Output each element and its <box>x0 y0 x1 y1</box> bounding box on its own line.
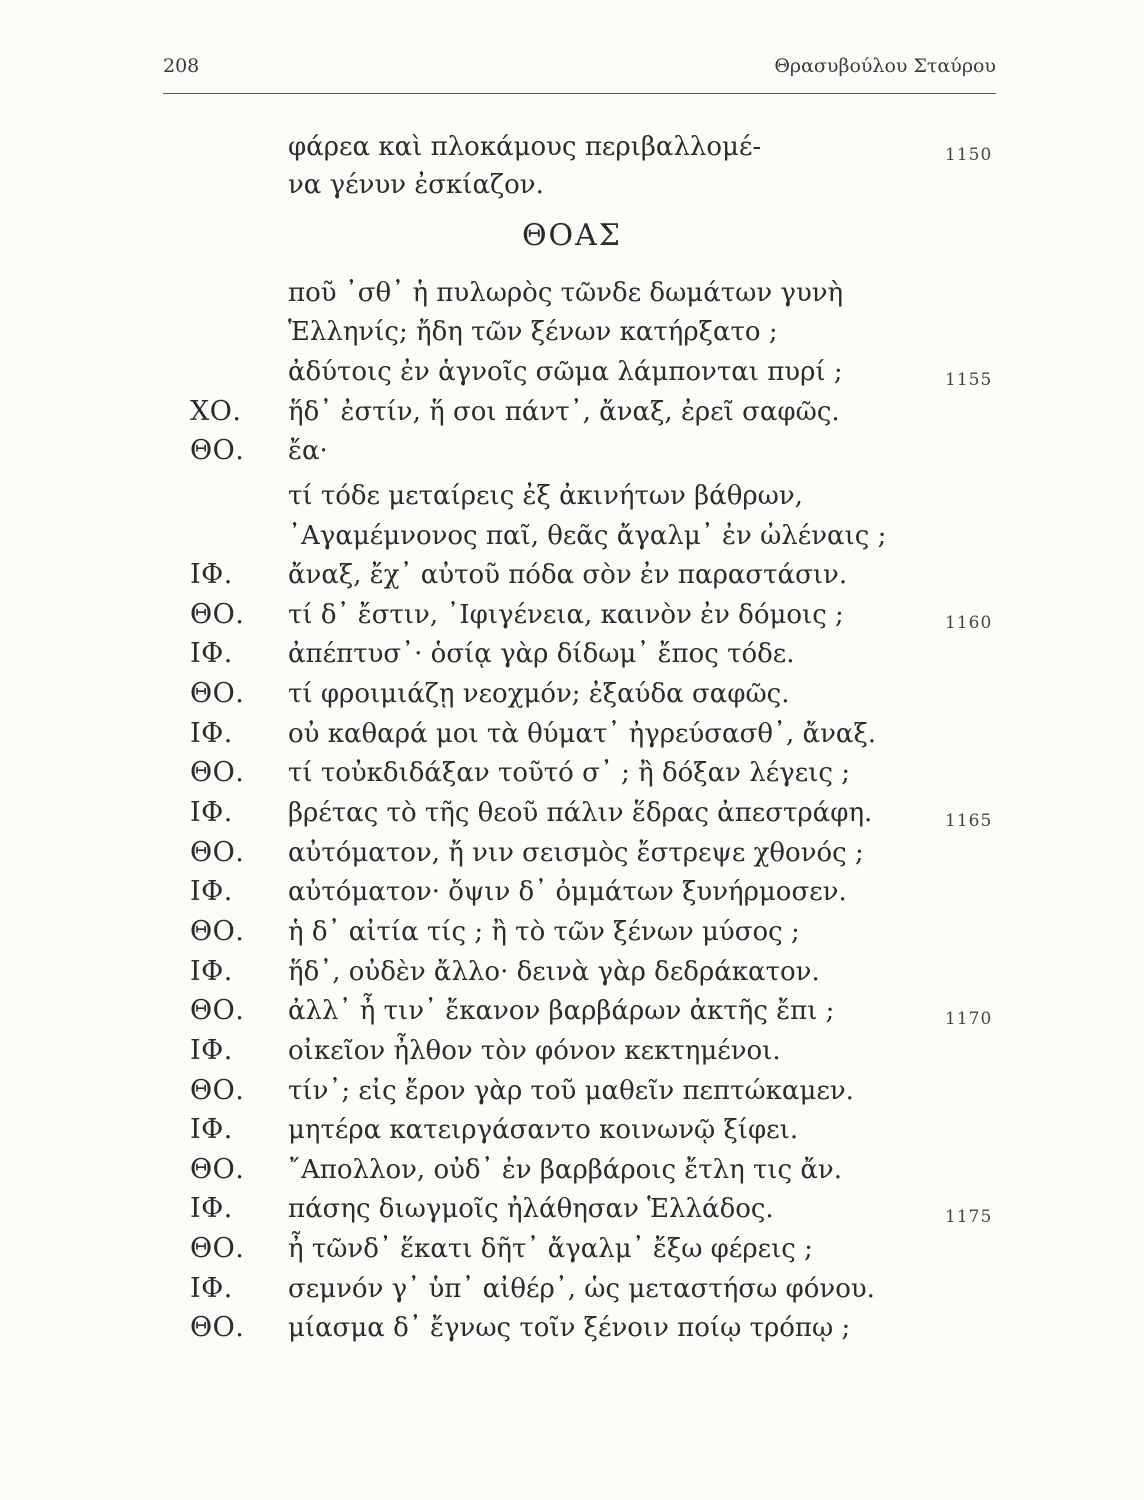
speaker-label: ΘΟ. <box>190 1154 245 1185</box>
speaker-label: ΙΦ. <box>190 956 233 987</box>
verse-line <box>0 392 1144 432</box>
verse-line <box>0 1071 1144 1111</box>
verse-line <box>0 991 1144 1031</box>
verse-line <box>0 793 1144 833</box>
verse-text: πάσης διωγμοῖς ἠλάθησαν Ἑλλάδος. <box>288 1194 774 1224</box>
verse-line <box>0 753 1144 793</box>
verse-text: να γένυν ἐσκίαζον. <box>288 170 544 200</box>
verse-text: τί δ᾽ ἔστιν, ᾽Ιφιγένεια, καινὸν ἐν δόμοις ; <box>288 600 844 630</box>
line-number: 1160 <box>945 613 993 633</box>
verse-text: μίασμα δ᾽ ἔγνως τοῖν ξένοιν ποίῳ τρόπῳ ; <box>288 1313 851 1343</box>
verse-text: ἡ δ᾽ αἰτία τίς ; ἢ τὸ τῶν ξένων μύσος ; <box>288 917 800 947</box>
verse-line <box>0 273 1144 313</box>
running-title: Θρασυβούλου Σταύρου <box>774 55 996 77</box>
speaker-label: ΙΦ. <box>190 718 233 749</box>
speaker-label: ΙΦ. <box>190 638 233 669</box>
speaker-label: ΘΟ. <box>190 1312 245 1343</box>
verse-line <box>0 714 1144 754</box>
verse-text: οὐ καθαρά μοι τὰ θύματ᾽ ἠγρεύσασθ᾽, ἄναξ. <box>288 719 877 749</box>
verse-text: τίν᾽; εἰς ἔρον γὰρ τοῦ μαθεῖν πεπτώκαμεν. <box>288 1076 854 1106</box>
verse-text: αὐτόματον· ὄψιν δ᾽ ὀμμάτων ξυνήρμοσεν. <box>288 877 847 907</box>
verse-line <box>0 1229 1144 1269</box>
verse-line <box>0 1269 1144 1309</box>
speaker-label: ΘΟ. <box>190 916 245 947</box>
verse-text: ἀπέπτυσ᾽· ὁσίᾳ γὰρ δίδωμ᾽ ἔπος τόδε. <box>288 639 795 669</box>
speaker-label: ΙΦ. <box>190 559 233 590</box>
verse-text: ἦ τῶνδ᾽ ἕκατι δῆτ᾽ ἄγαλμ᾽ ἔξω φέρεις ; <box>288 1234 813 1264</box>
speaker-label: ΙΦ. <box>190 876 233 907</box>
line-number: 1155 <box>945 370 993 390</box>
line-number: 1170 <box>945 1009 993 1029</box>
verse-text: βρέτας τὸ τῆς θεοῦ πάλιν ἕδρας ἀπεστράφη. <box>288 798 873 828</box>
verse-text: οἰκεῖον ἦλθον τὸν φόνον κεκτημένοι. <box>288 1036 781 1066</box>
speaker-label: ΙΦ. <box>190 1035 233 1066</box>
verse-text: τί φροιμιάζῃ νεοχμόν; ἐξαύδα σαφῶς. <box>288 679 790 709</box>
verse-line <box>0 634 1144 674</box>
verse-text: ἥδ᾽, οὐδὲν ἄλλο· δεινὰ γὰρ δεδράκατον. <box>288 957 820 987</box>
verse-text: ποῦ ᾽σθ᾽ ἡ πυλωρὸς τῶνδε δωμάτων γυνὴ <box>288 278 844 308</box>
verse-line <box>0 555 1144 595</box>
verse-text: ἀδύτοις ἐν ἁγνοῖς σῶμα λάμπονται πυρί ; <box>288 357 843 387</box>
verse-line <box>0 312 1144 352</box>
verse-text: ἔα· <box>288 436 328 466</box>
verse-text: Ἑλληνίς; ἤδη τῶν ξένων κατήρξατο ; <box>288 317 778 347</box>
verse-text: ἄναξ, ἔχ᾽ αὐτοῦ πόδα σὸν ἐν παραστάσιν. <box>288 560 848 590</box>
verse-line <box>0 595 1144 635</box>
line-number: 1175 <box>945 1207 993 1227</box>
verse-text: αὐτόματον, ἤ νιν σεισμὸς ἔστρεψε χθονός ; <box>288 838 864 868</box>
speaker-label: ΙΦ. <box>190 1193 233 1224</box>
speaker-label: ΘΟ. <box>190 757 245 788</box>
verse-text: φάρεα καὶ πλοκάμους περιβαλλομέ- <box>288 132 762 162</box>
verse-line <box>0 872 1144 912</box>
character-heading: ΘΟΑΣ <box>521 218 623 253</box>
verse-line <box>0 516 1144 556</box>
speaker-label: ΘΟ. <box>190 1075 245 1106</box>
verse-line <box>0 1150 1144 1190</box>
verse-text: μητέρα κατειργάσαντο κοινωνῷ ξίφει. <box>288 1115 799 1145</box>
speaker-label: ΙΦ. <box>190 797 233 828</box>
verse-line <box>0 476 1144 516</box>
speaker-label: ΘΟ. <box>190 599 245 630</box>
line-number: 1165 <box>945 811 993 831</box>
verse-text: τί τοὐκδιδάξαν τοῦτό σ᾽ ; ἢ δόξαν λέγεις ; <box>288 758 850 788</box>
line-number: 1150 <box>945 145 993 165</box>
verse-text: ῎Απολλον, οὐδ᾽ ἐν βαρβάροις ἔτλη τις ἄν. <box>288 1155 842 1185</box>
speaker-label: ΘΟ. <box>190 1233 245 1264</box>
verse-line <box>0 952 1144 992</box>
verse-line <box>0 833 1144 873</box>
speaker-label: ΘΟ. <box>190 678 245 709</box>
speaker-label: ΧΟ. <box>190 396 242 427</box>
verse-line <box>0 1308 1144 1348</box>
speaker-label: ΘΟ. <box>190 435 245 466</box>
verse-line <box>0 352 1144 392</box>
verse-line <box>0 674 1144 714</box>
speaker-label: ΘΟ. <box>190 837 245 868</box>
header-rule <box>163 93 996 94</box>
verse-line <box>0 1031 1144 1071</box>
verse-text: ἥδ᾽ ἐστίν, ἥ σοι πάντ᾽, ἄναξ, ἐρεῖ σαφῶς. <box>288 397 840 427</box>
verse-line <box>0 912 1144 952</box>
page-number: 208 <box>163 55 200 77</box>
verse-text: σεμνόν γ᾽ ὑπ᾽ αἰθέρ᾽, ὡς μεταστήσω φόνου. <box>288 1274 875 1304</box>
verse-line <box>0 431 1144 471</box>
verse-line <box>0 165 1144 205</box>
speaker-label: ΙΦ. <box>190 1114 233 1145</box>
speaker-label: ΘΟ. <box>190 995 245 1026</box>
verse-text: τί τόδε μεταίρεις ἐξ ἀκινήτων βάθρων, <box>288 481 803 511</box>
verse-line <box>0 127 1144 167</box>
verse-text: ἀλλ᾽ ἦ τιν᾽ ἔκανον βαρβάρων ἀκτῆς ἔπι ; <box>288 996 835 1026</box>
verse-line <box>0 1189 1144 1229</box>
verse-text: ᾽Αγαμέμνονος παῖ, θεᾶς ἄγαλμ᾽ ἐν ὠλέναις ; <box>288 521 887 551</box>
verse-line <box>0 1110 1144 1150</box>
speaker-label: ΙΦ. <box>190 1273 233 1304</box>
